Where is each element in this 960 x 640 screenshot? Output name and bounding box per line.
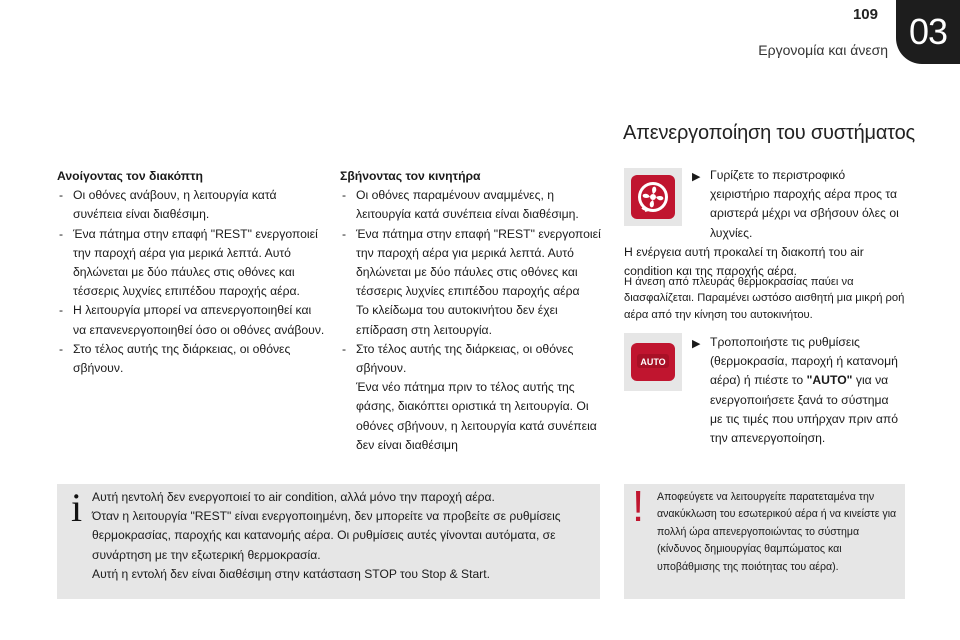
step-1-text: Γυρίζετε το περιστροφικό χειριστήριο παροχής αέρα προς τα αριστερά μέχρι να σβήσουν όλες οι λυχνίες. [710,168,899,240]
list-item: - Η λειτουργία μπορεί να απενεργοποιηθεί και να επανενεργοποιηθεί όσο οι οθόνες ανάβουν. [57,301,327,339]
rotary-knob-illustration [624,168,682,226]
list-item-text: Ένα πάτημα στην επαφή "REST" ενεργοποιεί την παροχή αέρα για μερικά λεπτά. Αυτό δηλώνεται με δύο πάυλες στις οθόνες και τέσσερις λυχνίες επιπέδου παροχής αέρα [356,226,601,299]
list-item: - Οι οθόνες παραμένουν αναμμένες, η λειτουργία κατά συνέπεια είναι διαθέσιμη. [340,186,605,224]
column-middle-list [340,186,605,455]
auto-label: AUTO [640,357,666,367]
chapter-number-tab [896,0,960,64]
step-2-auto-keyword: "AUTO" [806,373,853,388]
chapter-title: Εργονομία και άνεση [758,42,888,58]
step-2 [692,333,904,448]
page-number: 109 [852,6,878,23]
list-item: - Στο τέλος αυτής της διάρκειας, οι οθόνες σβήνουν. [57,340,327,378]
warning-note-text: Αποφεύγετε να λειτουργείτε παρατεταμένα την ανακύκλωση του εσωτερικού αέρα ή να κινείστε για πολλή ώρα απενεργοποιώντας το σύστημα (κίνδυνος δημιουργίας θαμπώματος και υποβάθμισης της ποιότητας του αέρα). [657,491,897,573]
list-item-extra: Το κλείδωμα του αυτοκινήτου δεν έχει επίδραση στη λειτουργία. [356,303,558,337]
step-2-text [710,333,904,448]
para-2: Η άνεση από πλευράς θερμοκρασίας παύει να διασφαλίζεται. Παραμένει ωστόσο αισθητή μια μικρή ροή αέρα από την κίνηση του αυτοκινήτου. [624,276,905,321]
step-2-text-pre: Τροποποιήστε τις ρυθμίσεις (θερμοκρασία, παροχή ή κατανομή αέρα) ή πιέστε το [710,335,898,388]
step-1 [692,166,902,243]
list-item-extra: Ένα νέο πάτημα πριν το τέλος αυτής της φάσης, διακόπτει οριστικά τη λειτουργία. Οι οθόνες σβήνουν, η λειτουργία κατά συνέπεια δεν είναι διαθέσιμη [356,380,597,452]
list-item [340,225,605,340]
section-title: Απενεργοποίηση του συστήματος [623,122,915,144]
column-middle [340,167,605,455]
chapter-number: 03 [908,11,948,52]
list-item-text: Στο τέλος αυτής της διάρκειας, οι οθόνες σβήνουν. [356,341,574,376]
para-1: Η ενέργεια αυτή προκαλεί τη διακοπή του air condition και της παροχής αέρα. [624,245,864,279]
list-item [340,340,605,455]
column-left-list [57,186,327,378]
info-note-line: Αυτή ηεντολή δεν ενεργοποιεί το air condition, αλλά μόνο την παροχή αέρα. [92,490,495,504]
arrow-bullet-icon: ▶ [692,338,701,350]
column-left [57,167,327,378]
arrow-bullet-icon: ▶ [692,171,701,183]
list-item: - Οι οθόνες ανάβουν, η λειτουργία κατά συνέπεια είναι διαθέσιμη. [57,186,327,224]
info-note-text [92,488,592,584]
info-note-line: Όταν η λειτουργία "REST" είναι ενεργοποιημένη, δεν μπορείτε να προβείτε σε ρυθμίσεις θερμοκρασίας, παροχής και κατανομής αέρα. Οι ρυθμίσεις αυτές γίνονται αυτόματα, σε συνάρτηση με την εξωτερική θερμοκρασία. [92,509,561,562]
warning-icon: ! [632,482,645,531]
warning-note [624,484,905,599]
info-note [57,484,600,599]
fan-knob-icon [628,172,678,222]
auto-button-icon [628,337,678,387]
info-note-line: Αυτή η εντολή δεν είναι διαθέσιμη στην κατάσταση STOP του Stop & Start. [92,566,490,581]
info-icon: i [71,485,83,530]
list-item: - Ένα πάτημα στην επαφή "REST" ενεργοποιεί την παροχή αέρα για μερικά λεπτά. Αυτό δηλώνεται με δύο πάυλες στις οθόνες και τέσσερις λυχνίες επιπέδου παροχής αέρα. [57,225,327,302]
auto-button-illustration [624,333,682,391]
step-2-text-post: για να ενεργοποιήσετε ξανά το σύστημα με τις τιμές που υπήρχαν πριν από την απενεργοποίηση. [710,373,899,446]
column-left-heading: Ανοίγοντας τον διακόπτη [57,169,203,183]
column-middle-heading: Σβήνοντας τον κινητήρα [340,169,481,183]
